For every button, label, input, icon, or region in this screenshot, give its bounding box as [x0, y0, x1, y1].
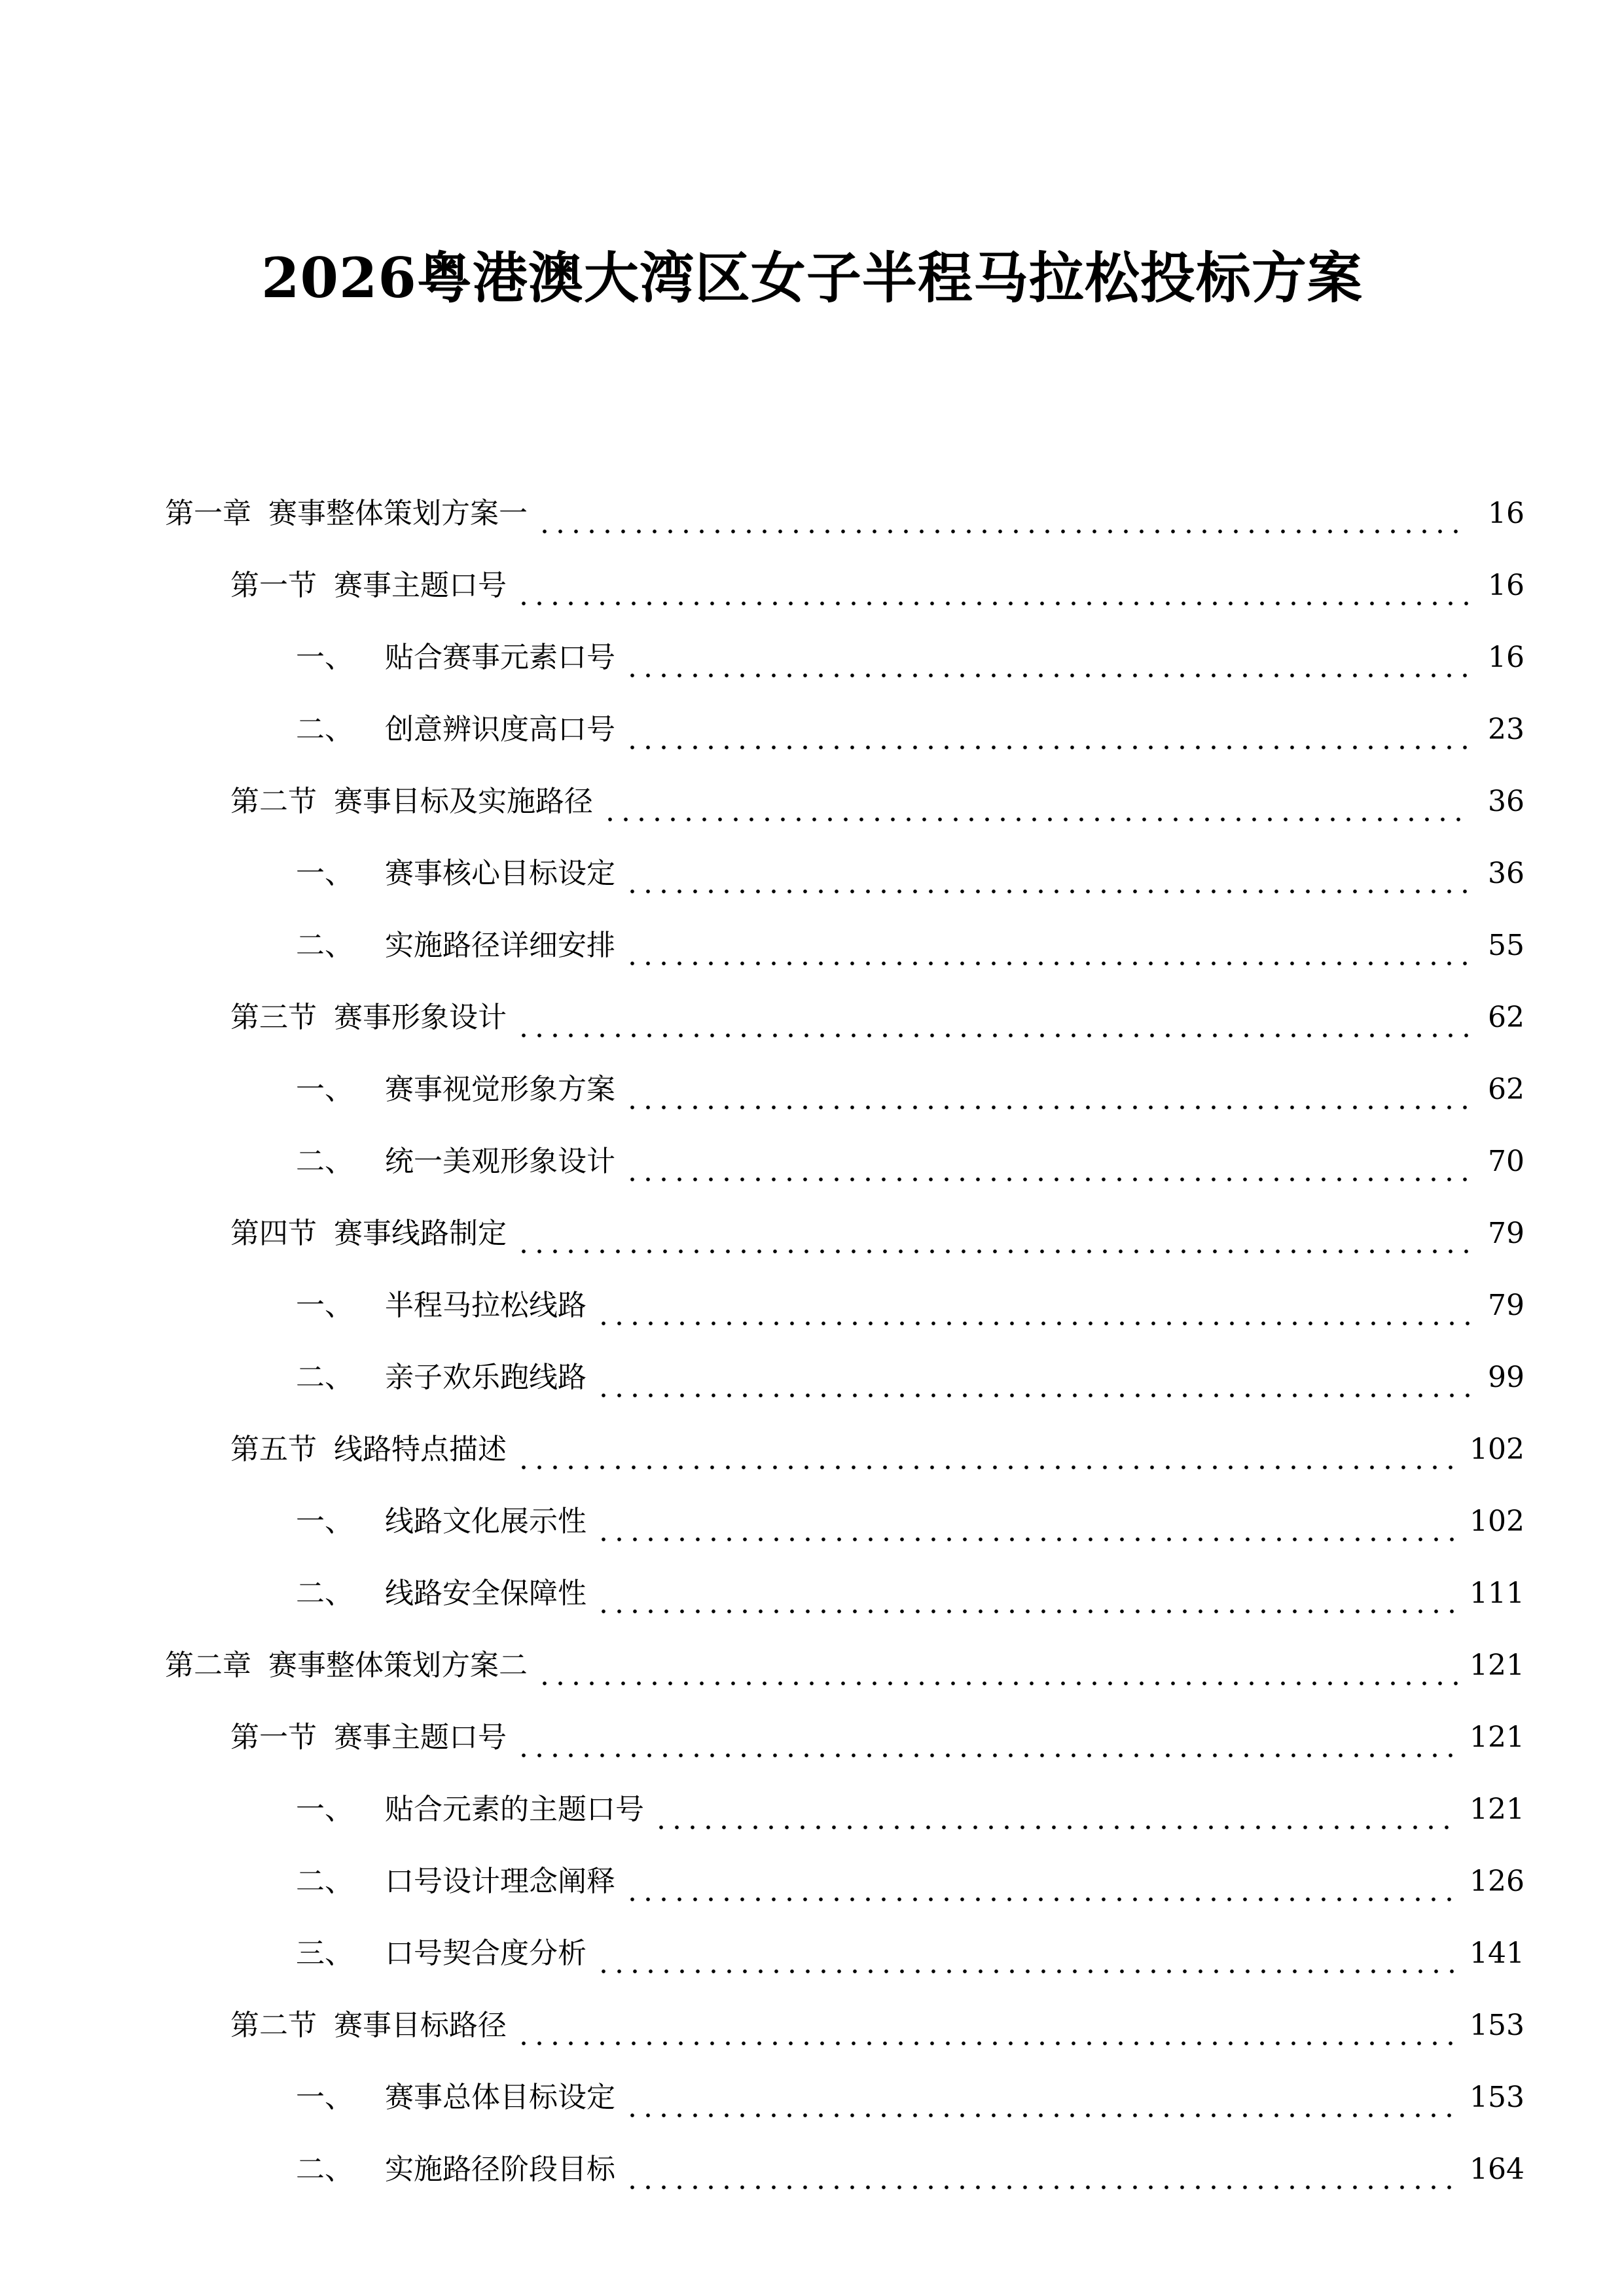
toc-entry-label — [230, 766, 593, 838]
toc-entry-page: 121 — [1470, 1721, 1525, 1754]
toc-entry-label — [165, 478, 528, 550]
toc-entry-page: 121 — [1470, 1793, 1525, 1826]
toc-entry-label — [230, 1198, 507, 1270]
toc-entry-number: 第二节 — [230, 2009, 317, 2042]
toc-entry-text: 线路文化展示性 — [385, 1505, 586, 1538]
toc-entry-text: 线路特点描述 — [334, 1433, 507, 1466]
dot-leader — [624, 1846, 1460, 1918]
toc-entry-number: 一、 — [296, 1073, 353, 1106]
dot-leader — [516, 982, 1470, 1054]
toc-entry-label — [165, 1630, 528, 1702]
toc-entry-text: 半程马拉松线路 — [385, 1289, 586, 1322]
toc-entry-page: 102 — [1470, 1505, 1525, 1538]
toc-entry-number: 第一章 — [165, 497, 251, 530]
toc-entry-page: 99 — [1488, 1361, 1525, 1394]
toc-entry-section[interactable] — [0, 550, 1624, 622]
toc-entry-label — [296, 1342, 586, 1414]
toc-entry-text: 贴合赛事元素口号 — [385, 641, 615, 674]
toc-entry-label — [296, 910, 615, 982]
toc-entry-text: 赛事总体目标设定 — [385, 2081, 615, 2114]
dot-leader — [624, 2062, 1460, 2134]
toc-entry-item[interactable] — [0, 694, 1624, 766]
toc-entry-item[interactable] — [0, 2062, 1624, 2134]
dot-leader — [516, 1414, 1460, 1486]
toc-entry-label — [296, 694, 615, 766]
toc-entry-number: 第一节 — [230, 569, 317, 602]
dot-leader — [516, 1990, 1460, 2062]
toc-entry-item[interactable] — [0, 910, 1624, 982]
toc-entry-section[interactable] — [0, 1414, 1624, 1486]
dot-leader — [596, 1486, 1460, 1558]
toc-entry-item[interactable] — [0, 1486, 1624, 1558]
toc-entry-number: 第二章 — [165, 1649, 251, 1682]
toc-entry-number: 二、 — [296, 1145, 353, 1178]
toc-entry-label — [296, 1774, 644, 1846]
toc-entry-number: 一、 — [296, 1793, 353, 1826]
toc-entry-page: 79 — [1488, 1217, 1525, 1250]
toc-entry-page: 102 — [1470, 1433, 1525, 1466]
toc-entry-number: 一、 — [296, 857, 353, 890]
toc-entry-label — [296, 1054, 615, 1126]
toc-entry-item[interactable] — [0, 838, 1624, 910]
toc-entry-text: 实施路径详细安排 — [385, 929, 615, 962]
toc-entry-text: 赛事整体策划方案二 — [268, 1649, 528, 1682]
toc-entry-text: 亲子欢乐跑线路 — [385, 1361, 586, 1394]
toc-entry-text: 赛事视觉形象方案 — [385, 1073, 615, 1106]
toc-entry-page: 36 — [1488, 785, 1525, 818]
toc-entry-number: 一、 — [296, 1505, 353, 1538]
toc-entry-page: 153 — [1470, 2009, 1525, 2042]
toc-entry-item[interactable] — [0, 1558, 1624, 1630]
toc-entry-text: 赛事形象设计 — [334, 1001, 507, 1034]
toc-entry-item[interactable] — [0, 1846, 1624, 1918]
toc-entry-page: 141 — [1470, 1937, 1525, 1970]
toc-entry-page: 62 — [1488, 1001, 1525, 1034]
toc-entry-page: 111 — [1470, 1577, 1525, 1610]
toc-entry-section[interactable] — [0, 982, 1624, 1054]
dot-leader — [624, 1054, 1470, 1126]
dot-leader — [602, 766, 1470, 838]
toc-entry-label — [296, 1126, 615, 1198]
toc-entry-section[interactable] — [0, 766, 1624, 838]
toc-entry-number: 二、 — [296, 713, 353, 746]
toc-entry-number: 二、 — [296, 929, 353, 962]
toc-entry-text: 赛事目标及实施路径 — [334, 785, 593, 818]
toc-entry-page: 164 — [1470, 2153, 1525, 2186]
toc-entry-number: 一、 — [296, 641, 353, 674]
dot-leader — [596, 1558, 1460, 1630]
toc-entry-page: 55 — [1488, 929, 1525, 962]
toc-entry-page: 16 — [1488, 569, 1525, 602]
toc-entry-page: 36 — [1488, 857, 1525, 890]
toc-entry-number: 二、 — [296, 1865, 353, 1898]
toc-entry-page: 121 — [1470, 1649, 1525, 1682]
toc-entry-label — [296, 1270, 586, 1342]
toc-entry-number: 第五节 — [230, 1433, 317, 1466]
toc-entry-page: 23 — [1488, 713, 1525, 746]
toc-entry-page: 16 — [1488, 641, 1525, 674]
toc-entry-number: 一、 — [296, 2081, 353, 2114]
toc-entry-label — [296, 2062, 615, 2134]
toc-entry-text: 赛事核心目标设定 — [385, 857, 615, 890]
dot-leader — [516, 1702, 1460, 1774]
toc-entry-label — [296, 1846, 615, 1918]
toc-entry-number: 二、 — [296, 1361, 353, 1394]
toc-entry-text: 口号契合度分析 — [385, 1937, 586, 1970]
toc-entry-text: 赛事主题口号 — [334, 569, 507, 602]
toc-entry-item[interactable] — [0, 2134, 1624, 2206]
toc-entry-page: 62 — [1488, 1073, 1525, 1106]
toc-entry-page: 70 — [1488, 1145, 1525, 1178]
dot-leader — [596, 1918, 1460, 1990]
dot-leader — [624, 910, 1470, 982]
toc-entry-text: 创意辨识度高口号 — [385, 713, 615, 746]
dot-leader — [596, 1270, 1470, 1342]
toc-entry-label — [296, 1486, 586, 1558]
toc-entry-section[interactable] — [0, 1702, 1624, 1774]
toc-entry-number: 二、 — [296, 1577, 353, 1610]
toc-entry-item[interactable] — [0, 1342, 1624, 1414]
table-of-contents — [0, 478, 1624, 2206]
toc-entry-label — [296, 1918, 586, 1990]
toc-entry-text: 贴合元素的主题口号 — [385, 1793, 644, 1826]
dot-leader — [653, 1774, 1460, 1846]
toc-entry-item[interactable] — [0, 1054, 1624, 1126]
toc-entry-label — [230, 1414, 507, 1486]
toc-entry-text: 赛事整体策划方案一 — [268, 497, 528, 530]
toc-entry-chapter[interactable] — [0, 478, 1624, 550]
toc-entry-text: 赛事线路制定 — [334, 1217, 507, 1250]
toc-entry-text: 赛事目标路径 — [334, 2009, 507, 2042]
toc-entry-page: 16 — [1488, 497, 1525, 530]
toc-entry-label — [296, 838, 615, 910]
toc-entry-number: 第四节 — [230, 1217, 317, 1250]
toc-entry-label — [230, 550, 507, 622]
document-title: 2026粤港澳大湾区女子半程马拉松投标方案 — [261, 245, 1363, 310]
toc-entry-text: 统一美观形象设计 — [385, 1145, 615, 1178]
toc-entry-number: 第一节 — [230, 1721, 317, 1754]
toc-entry-label — [230, 1990, 507, 2062]
dot-leader — [537, 478, 1470, 550]
toc-entry-label — [296, 1558, 586, 1630]
toc-entry-section[interactable] — [0, 1198, 1624, 1270]
toc-entry-label — [296, 2134, 615, 2206]
dot-leader — [624, 2134, 1460, 2206]
toc-entry-item[interactable] — [0, 1918, 1624, 1990]
dot-leader — [596, 1342, 1470, 1414]
toc-entry-text: 线路安全保障性 — [385, 1577, 586, 1610]
toc-entry-item[interactable] — [0, 1774, 1624, 1846]
toc-entry-number: 二、 — [296, 2153, 353, 2186]
toc-entry-chapter[interactable] — [0, 1630, 1624, 1702]
dot-leader — [516, 1198, 1470, 1270]
dot-leader — [516, 550, 1470, 622]
toc-entry-item[interactable] — [0, 1270, 1624, 1342]
toc-entry-section[interactable] — [0, 1990, 1624, 2062]
dot-leader — [624, 838, 1470, 910]
dot-leader — [624, 1126, 1470, 1198]
toc-entry-text: 实施路径阶段目标 — [385, 2153, 615, 2186]
dot-leader — [624, 622, 1470, 694]
toc-entry-text: 口号设计理念阐释 — [385, 1865, 615, 1898]
toc-entry-item[interactable] — [0, 1126, 1624, 1198]
toc-entry-number: 第三节 — [230, 1001, 317, 1034]
toc-entry-text: 赛事主题口号 — [334, 1721, 507, 1754]
toc-entry-label — [296, 622, 615, 694]
toc-entry-page: 126 — [1470, 1865, 1525, 1898]
toc-entry-number: 第二节 — [230, 785, 317, 818]
toc-entry-number: 三、 — [296, 1937, 353, 1970]
dot-leader — [537, 1630, 1460, 1702]
toc-entry-label — [230, 982, 507, 1054]
toc-entry-page: 79 — [1488, 1289, 1525, 1322]
toc-entry-page: 153 — [1470, 2081, 1525, 2114]
dot-leader — [624, 694, 1470, 766]
toc-entry-number: 一、 — [296, 1289, 353, 1322]
toc-entry-label — [230, 1702, 507, 1774]
toc-entry-item[interactable] — [0, 622, 1624, 694]
